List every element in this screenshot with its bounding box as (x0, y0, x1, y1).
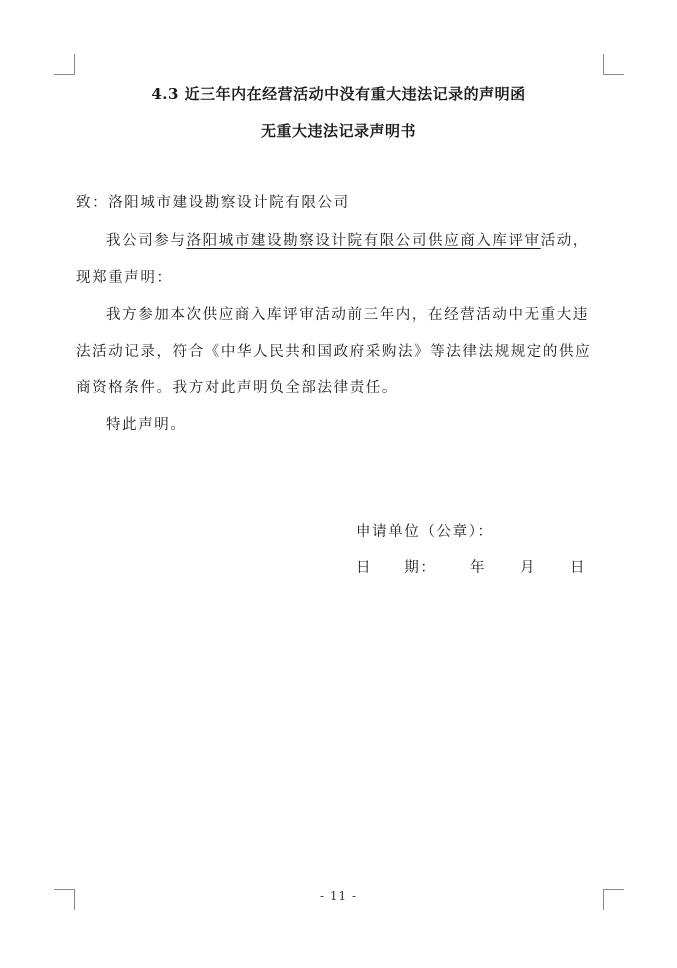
applicant-label: 申请单位（公章）： (356, 524, 494, 540)
paragraph-1-line-1 (106, 229, 589, 250)
date-day: 日 (570, 560, 587, 576)
date-year: 年 (470, 560, 487, 576)
paragraph-1-underlined: 洛阳城市建设勘察设计院有限公司供应商入库评审 (186, 233, 541, 249)
crop-mark-top-right (603, 54, 624, 75)
paragraph-1-prefix: 我公司参与 (106, 233, 187, 249)
page-number: - 11 - (319, 889, 357, 903)
crop-mark-top-left (54, 54, 75, 75)
document-title: 4.3 近三年内在经营活动中没有重大违法记录的声明函 (151, 85, 526, 103)
document-subtitle: 无重大违法记录声明书 (260, 122, 416, 140)
paragraph-2-line-1: 我方参加本次供应商入库评审活动前三年内，在经营活动中无重大违 (106, 307, 589, 323)
paragraph-2-line-2: 法活动记录，符合《中华人民共和国政府采购法》等法律法规规定的供应 (76, 344, 592, 360)
paragraph-2-line-3: 商资格条件。我方对此声明负全部法律责任。 (76, 380, 398, 396)
addressee: 致：洛阳城市建设勘察设计院有限公司 (76, 195, 350, 211)
paragraph-1-line-2: 现郑重声明： (76, 270, 173, 286)
date-month: 月 (520, 560, 537, 576)
paragraph-1-suffix: 活动， (540, 233, 590, 249)
closing-statement: 特此声明。 (106, 417, 187, 433)
date-label: 日 期： (356, 560, 437, 576)
